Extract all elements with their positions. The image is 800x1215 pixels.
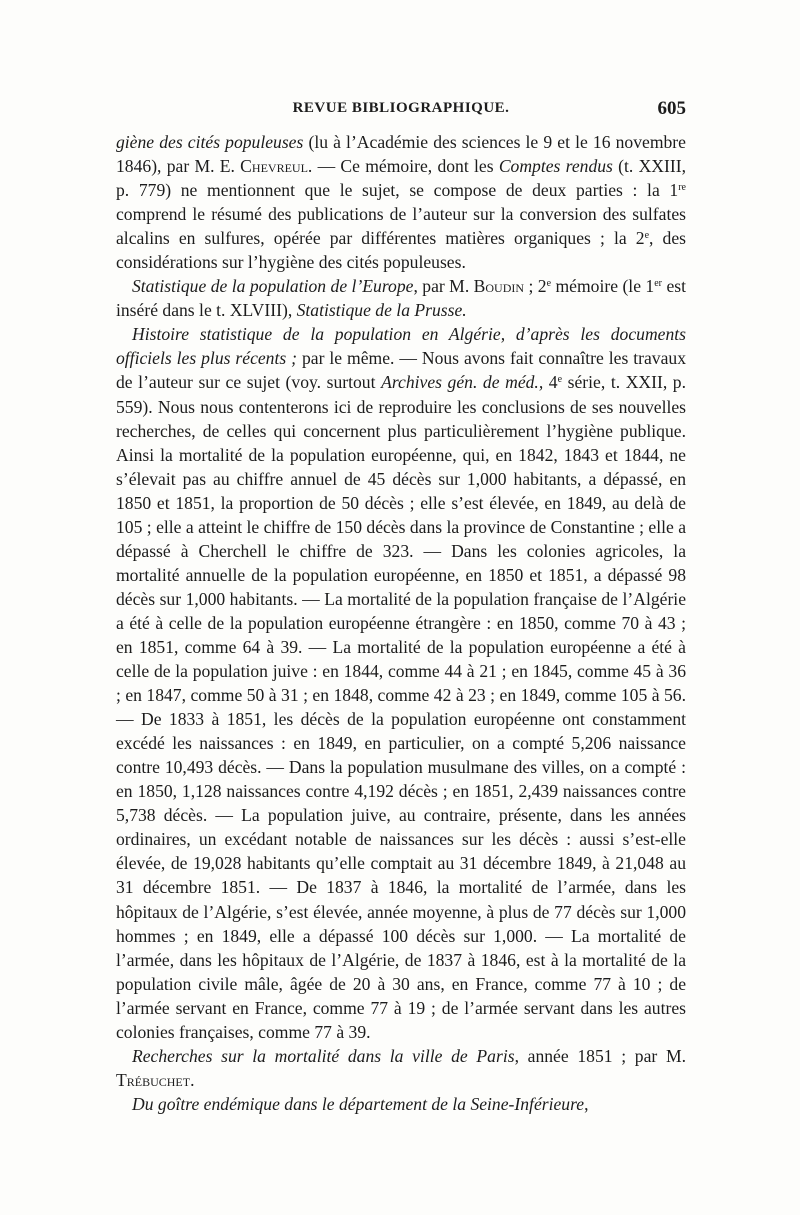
text-run: est inséré dans le t. XLVIII),: [116, 276, 686, 321]
author-name: Trébuchet: [116, 1069, 191, 1090]
text-run: (t. XXIII, p. 779) ne mentionnent que le sujet, se compose de deux parties : la 1: [116, 156, 686, 201]
paragraph: [116, 274, 686, 322]
author-name: Chevreul: [240, 156, 308, 177]
text-run: (lu à l’Académie des sciences le 9 et le 16 novembre 1846), par M. E.: [116, 132, 686, 177]
text-run: 4: [543, 372, 558, 393]
text-run: .: [190, 1069, 195, 1090]
body-text: [116, 130, 686, 1116]
italic-text: Recherches sur la mortalité dans la ville de Paris: [132, 1045, 515, 1066]
text-run: , des considérations sur l’hygiène des cités populeuses.: [116, 228, 687, 273]
text-run: par le même. — Nous avons fait connaître les travaux de l’auteur sur ce sujet (voy. surtout: [116, 348, 686, 393]
paragraph: [116, 1092, 686, 1116]
superscript: re: [678, 182, 686, 194]
author-name: Boudin: [473, 276, 525, 297]
text-run: , année 1851 ; par M.: [514, 1045, 687, 1066]
superscript: e: [644, 230, 650, 242]
page-number: 605: [657, 98, 686, 119]
text-run: . — Ce mémoire, dont les: [307, 156, 499, 177]
text-run: comprend le résumé des publications de l’auteur sur la conversion des sulfates alcalins en sulfures, opérée par différentes matières organiques ; la 2: [116, 204, 686, 249]
italic-text: Statistique de la population de l’Europe: [132, 276, 414, 297]
text-run: ; 2: [524, 276, 547, 297]
text-run: série, t. XXII, p. 559). Nous nous contenterons ici de reproduire les conclusions de ses nouvelles recherches, de celles qui concernent plus particulièrement l’hygiène publique. Ainsi la mortalité de la population européenne, qui, en 1842, 1843 et 1844, ne s’élevait pas au chiffre annuel de 45 décès sur 1,000 habitants, a dépassé, en 1850 et 1851, la proportion de 50 décès ; elle s’est élevée, en 1849, au delà de 105 ; elle a atteint le chiffre de 150 décès dans la province de Constantine ; elle a dépassé à Cherchell le chiffre de 323. — Dans les colonies agricoles, la mortalité annuelle de la population européenne, en 1850 et 1851, a dépassé 98 décès sur 1,000 habitants. — La mortalité de la population française de l’Algérie a été à celle de la population européenne étrangère : en 1850, comme 70 à 43 ; en 1851, comme 64 à 39. — La mortalité de la population européenne a été à celle de la population juive : en 1844, comme 44 à 21 ; en 1845, comme 45 à 36 ; en 1847, comme 50 à 31 ; en 1848, comme 42 à 23 ; en 1849, comme 105 à 56. — De 1833 à 1851, les décès de la population européenne ont constamment excédé les naissances : en 1849, en particulier, on a compté 5,206 naissance contre 10,493 décès. — Dans la population musulmane des villes, on a compté : en 1850, 1,128 naissances contre 4,192 décès ; en 1851, 2,439 naissances contre 5,738 décès. — La population juive, au contraire, présente, dans les années ordinaires, un excédant notable de naissances sur les décès : aussi s’est-elle élevée, de 19,028 habitants qu’elle comptait au 31 décembre 1849, à 21,048 au 31 décembre 1851. — De 1837 à 1846, la mortalité de l’armée, dans les hôpitaux de l’Algérie, s’est élevée, année moyenne, à plus de 77 décès sur 1,000 hommes ; en 1849, elle a dépassé 100 décès sur 1,000. — La mortalité de l’armée, dans les hôpitaux de l’Algérie, de 1837 à 1846, est à la mortalité de la population civile mâle, âgée de 20 à 30 ans, en France, comme 77 à 10 ; de l’armée servant en France, comme 77 à 19 ; de l’armée servant dans les autres colonies françaises, comme 77 à 39.: [116, 372, 686, 1042]
italic-text: Archives gén. de méd.,: [381, 372, 544, 393]
paragraph: [116, 1044, 686, 1092]
superscript: er: [654, 278, 663, 290]
running-title: REVUE BIBLIOGRAPHIQUE.: [292, 100, 510, 116]
superscript: e: [546, 278, 552, 290]
running-header: [116, 100, 686, 130]
paragraph: [116, 130, 686, 274]
superscript: e: [557, 374, 563, 386]
paragraph: [116, 322, 686, 1043]
italic-text: giène des cités populeuses: [116, 132, 304, 152]
italic-text: Histoire statistique de la population en Algérie, d’après les documents officiels les plus récents ;: [116, 324, 686, 369]
text-run: ,: [584, 1093, 589, 1114]
text-run: , par M.: [413, 276, 474, 297]
document-page: [116, 100, 686, 1116]
italic-text: Comptes rendus: [498, 156, 613, 177]
italic-text: Statistique de la Prusse.: [296, 300, 467, 321]
italic-text: Du goître endémique dans le département de la Seine-Inférieure: [132, 1093, 585, 1114]
text-run: mémoire (le 1: [551, 276, 655, 297]
